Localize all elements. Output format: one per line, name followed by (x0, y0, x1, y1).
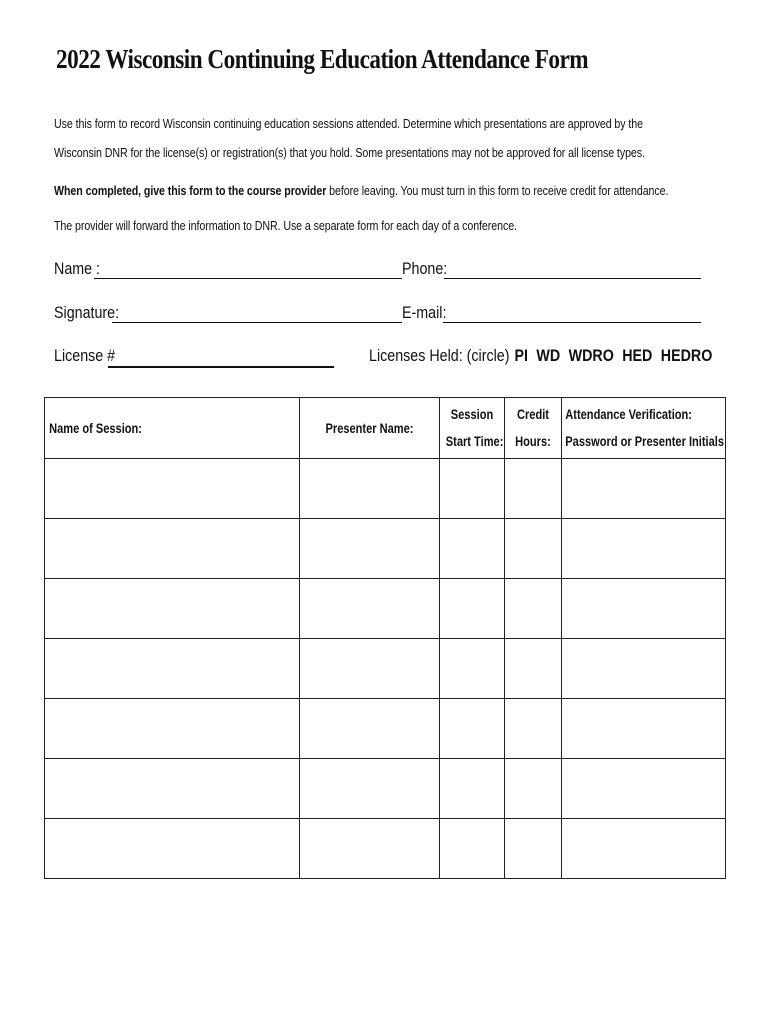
table-header-row (45, 398, 726, 459)
intro-line-1: Use this form to record Wisconsin continuing education sessions attended. Determine which presentations are approved by the (54, 116, 643, 131)
table-row (45, 519, 726, 579)
start-time-cell[interactable] (440, 819, 505, 879)
credit-hours-cell[interactable] (505, 699, 562, 759)
intro-line-3-rest: before leaving. You must turn in this form to receive credit for attendance. (326, 183, 669, 198)
session-name-cell[interactable] (45, 639, 300, 699)
license-option-wdro[interactable]: WDRO (568, 346, 614, 365)
credit-hours-cell[interactable] (505, 759, 562, 819)
header-session-name: Name of Session: (45, 398, 300, 459)
email-field[interactable] (443, 322, 701, 323)
signature-label: Signature: (54, 303, 120, 322)
session-name-cell[interactable] (45, 579, 300, 639)
table-row (45, 579, 726, 639)
verification-cell[interactable] (562, 579, 726, 639)
intro-line-3 (54, 183, 668, 198)
intro-emphasis: When completed, give this form to the course provider (54, 183, 327, 198)
header-credit-hours: Credit Hours: (505, 398, 562, 459)
presenter-name-cell[interactable] (300, 819, 440, 879)
license-option-pi[interactable]: PI (514, 346, 529, 365)
header-start-time: Session Start Time: (440, 398, 505, 459)
license-option-hedro[interactable]: HEDRO (660, 346, 713, 365)
presenter-name-cell[interactable] (300, 579, 440, 639)
credit-hours-cell[interactable] (505, 639, 562, 699)
form-title: 2022 Wisconsin Continuing Education Attendance Form (56, 44, 589, 74)
start-time-cell[interactable] (440, 759, 505, 819)
table-row (45, 819, 726, 879)
sessions-table (44, 397, 726, 879)
verification-cell[interactable] (562, 639, 726, 699)
header-attendance-verification: Attendance Verification: Password or Presenter Initials (562, 398, 726, 459)
start-time-cell[interactable] (440, 699, 505, 759)
credit-hours-cell[interactable] (505, 579, 562, 639)
email-label: E-mail: (402, 303, 447, 322)
presenter-name-cell[interactable] (300, 699, 440, 759)
session-name-cell[interactable] (45, 459, 300, 519)
table-row (45, 759, 726, 819)
intro-line-4: The provider will forward the information to DNR. Use a separate form for each day of a conference. (54, 218, 517, 233)
phone-label: Phone: (402, 259, 448, 278)
name-label: Name : (54, 259, 101, 278)
credit-hours-cell[interactable] (505, 459, 562, 519)
verification-cell[interactable] (562, 519, 726, 579)
license-option-hed[interactable]: HED (622, 346, 653, 365)
verification-cell[interactable] (562, 819, 726, 879)
license-label: License # (54, 346, 116, 365)
table-row (45, 639, 726, 699)
table-row (45, 699, 726, 759)
credit-hours-cell[interactable] (505, 819, 562, 879)
signature-field[interactable] (112, 322, 402, 323)
license-number-field[interactable] (108, 366, 334, 368)
intro-line-2: Wisconsin DNR for the license(s) or registration(s) that you hold. Some presentations may not be approved for all license types. (54, 145, 645, 160)
session-name-cell[interactable] (45, 519, 300, 579)
license-option-wd[interactable]: WD (536, 346, 561, 365)
verification-cell[interactable] (562, 759, 726, 819)
session-name-cell[interactable] (45, 699, 300, 759)
start-time-cell[interactable] (440, 459, 505, 519)
name-field[interactable] (94, 278, 402, 279)
presenter-name-cell[interactable] (300, 519, 440, 579)
verification-cell[interactable] (562, 699, 726, 759)
presenter-name-cell[interactable] (300, 459, 440, 519)
presenter-name-cell[interactable] (300, 759, 440, 819)
verification-cell[interactable] (562, 459, 726, 519)
session-name-cell[interactable] (45, 759, 300, 819)
start-time-cell[interactable] (440, 639, 505, 699)
licenses-held-label: Licenses Held: (circle) (369, 346, 510, 365)
table-row (45, 459, 726, 519)
session-name-cell[interactable] (45, 819, 300, 879)
phone-field[interactable] (444, 278, 701, 279)
header-presenter-name: Presenter Name: (300, 398, 440, 459)
licenses-held (369, 346, 712, 366)
start-time-cell[interactable] (440, 519, 505, 579)
credit-hours-cell[interactable] (505, 519, 562, 579)
start-time-cell[interactable] (440, 579, 505, 639)
presenter-name-cell[interactable] (300, 639, 440, 699)
